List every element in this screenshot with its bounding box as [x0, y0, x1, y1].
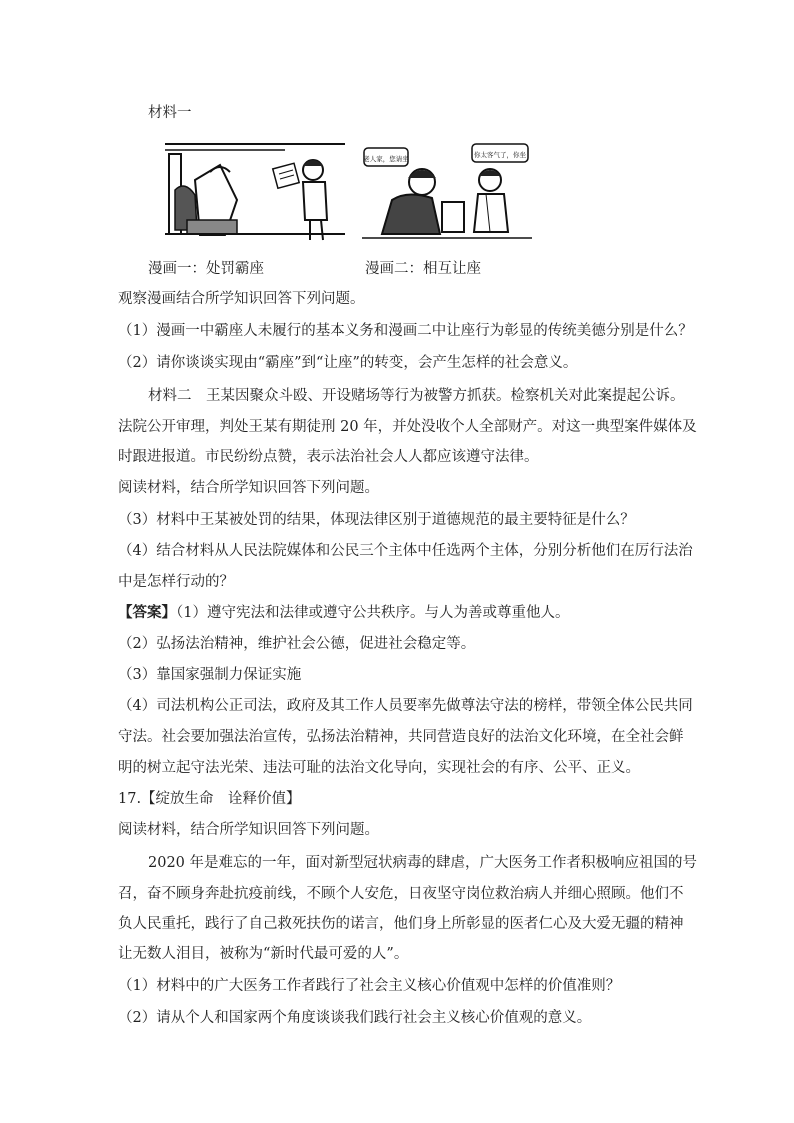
question-17-para-line-3: 负人民重托，践行了自己救死扶伤的诺言，他们身上所彰显的医者仁心及大爱无疆的精神	[118, 916, 684, 932]
answer-1: （1）遵守宪法和法律或遵守公共秩序。与人为善或尊重他人。	[176, 605, 570, 621]
material1-question-1: （1）漫画一中霸座人未履行的基本义务和漫画二中让座行为彰显的传统美德分别是什么？	[118, 323, 693, 339]
material2-question-4-line-1: （4）结合材料从人民法院媒体和公民三个主体中任选两个主体，分别分析他们在厉行法治	[118, 543, 693, 559]
answer-line-1	[118, 603, 569, 623]
question-17-q2: （2）请从个人和国家两个角度谈谈我们践行社会主义核心价值观的意义。	[118, 1010, 592, 1026]
material2-line-1: 材料二 王某因聚众斗殴、开设赌场等行为被警方抓获。检察机关对此案提起公诉。	[148, 388, 685, 404]
answer-label: 【答案】	[118, 604, 176, 621]
question-17-para-line-2: 召，奋不顾身奔赴抗疫前线，不顾个人安危，日夜坚守岗位救治病人并细心照顾。他们不	[118, 886, 684, 902]
answer-3: （3）靠国家强制力保证实施	[118, 667, 302, 683]
question-17-prompt: 阅读材料，结合所学知识回答下列问题。	[118, 822, 379, 838]
question-17-para-line-1: 2020 年是难忘的一年，面对新型冠状病毒的肆虐，广大医务工作者积极响应祖国的号	[148, 855, 698, 871]
answer-2: （2）弘扬法治精神，维护社会公德，促进社会稳定等。	[118, 636, 476, 652]
material1-prompt: 观察漫画结合所学知识回答下列问题。	[118, 291, 365, 307]
cartoon-1-image	[165, 140, 345, 246]
material1-heading: 材料一	[148, 105, 192, 121]
material2-line-2: 法院公开审理，判处王某有期徒刑 20 年，并处没收个人全部财产。对这一典型案件媒体及	[118, 419, 697, 435]
material2-question-4-line-2: 中是怎样行动的？	[118, 574, 234, 590]
answer-4-line-2: 守法。社会要加强法治宣传，弘扬法治精神，共同营造良好的法治文化环境，在全社会鲜	[118, 729, 684, 745]
question-17-title: 17.【绽放生命 诠释价值】	[118, 791, 301, 807]
cartoon-2-caption: 漫画二：相互让座	[365, 261, 481, 277]
question-17-para-line-4: 让无数人泪目，被称为“新时代最可爱的人”。	[118, 946, 409, 962]
material2-prompt: 阅读材料，结合所学知识回答下列问题。	[118, 480, 379, 496]
cartoon-2-image	[362, 140, 532, 246]
cartoon-1-caption: 漫画一：处罚霸座	[148, 261, 264, 277]
answer-4-line-1: （4）司法机构公正司法，政府及其工作人员要率先做尊法守法的榜样，带领全体公民共同	[118, 698, 693, 714]
cartoon-2-bubble-right: 你太客气了，你坐	[474, 151, 526, 159]
material2-question-3: （3）材料中王某被处罚的结果，体现法律区别于道德规范的最主要特征是什么？	[118, 512, 635, 528]
answer-4-line-3: 明的树立起守法光荣、违法可耻的法治文化导向，实现社会的有序、公平、正义。	[118, 760, 640, 776]
material2-line-3: 时跟进报道。市民纷纷点赞，表示法治社会人人都应该遵守法律。	[118, 449, 539, 465]
question-17-q1: （1）材料中的广大医务工作者践行了社会主义核心价值观中怎样的价值准则？	[118, 978, 621, 994]
cartoon-2-bubble-left: 老人家，您请坐	[363, 155, 409, 163]
material1-question-2: （2）请你谈谈实现由“霸座”到“让座”的转变，会产生怎样的社会意义。	[118, 355, 578, 371]
